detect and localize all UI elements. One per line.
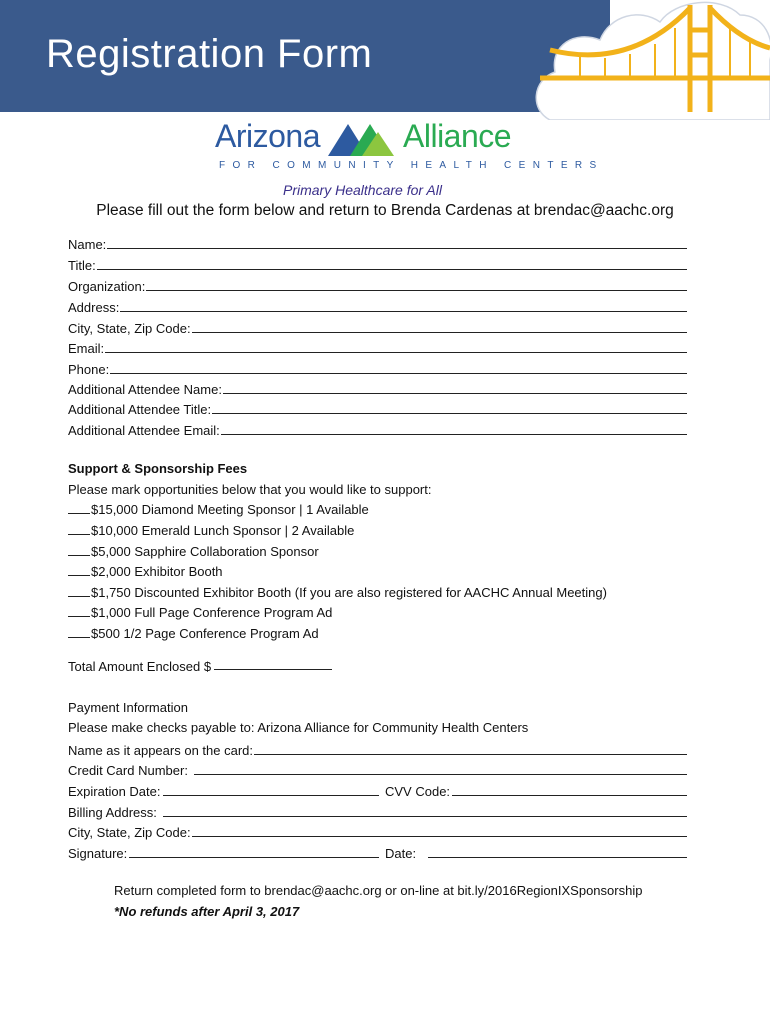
field-line (254, 753, 687, 755)
field-line (223, 392, 687, 394)
field-line (212, 412, 687, 414)
field-label: Name as it appears on the card: (68, 743, 253, 758)
total-amount-label: Total Amount Enclosed $ (68, 659, 212, 674)
field-line (120, 310, 687, 312)
field-label: Organization: (68, 279, 146, 294)
sponsorship-option[interactable] (68, 564, 223, 579)
additional-attendee-name-field[interactable] (68, 379, 687, 397)
payment-city-state-zip-field[interactable] (68, 822, 687, 840)
option-label: $2,000 Exhibitor Booth (91, 564, 223, 579)
sponsorship-instructions: Please mark opportunities below that you would like to support: (68, 482, 432, 497)
date-field[interactable] (385, 843, 687, 861)
intro-text: Please fill out the form below and return to Brenda Cardenas at brendac@aachc.org (96, 202, 674, 219)
option-label: $1,000 Full Page Conference Program Ad (91, 605, 333, 620)
additional-attendee-title-field[interactable] (68, 399, 687, 417)
checks-note: Please make checks payable to: Arizona Alliance for Community Health Centers (68, 720, 529, 735)
name-field[interactable] (68, 234, 687, 252)
field-label: Additional Attendee Name: (68, 382, 222, 397)
bridge-icon (540, 0, 770, 118)
option-label: $500 1/2 Page Conference Program Ad (91, 626, 319, 641)
option-label: $1,750 Discounted Exhibitor Booth (If you are also registered for AACHC Annual Meeting) (91, 585, 607, 600)
field-label: Title: (68, 258, 96, 273)
sponsorship-option[interactable] (68, 626, 319, 641)
total-amount-line[interactable] (214, 669, 332, 670)
field-line (163, 815, 687, 817)
field-label: Expiration Date: (68, 784, 161, 799)
field-line (110, 372, 687, 374)
name-on-card-field[interactable] (68, 740, 687, 758)
billing-address-field[interactable] (68, 802, 687, 820)
cvv-code-field[interactable] (385, 781, 687, 799)
field-line (129, 856, 379, 858)
signature-field[interactable] (68, 843, 379, 861)
checkbox-blank[interactable] (68, 534, 90, 535)
field-label: Email: (68, 341, 105, 356)
city-state-zip-field[interactable] (68, 318, 687, 336)
field-line (146, 289, 687, 291)
logo-name-alliance: Alliance (403, 118, 512, 154)
additional-attendee-email-field[interactable] (68, 420, 687, 438)
return-note: Return completed form to brendac@aachc.org or on-line at bit.ly/2016RegionIXSponsorship (114, 883, 643, 898)
field-line (452, 794, 687, 796)
phone-field[interactable] (68, 359, 687, 377)
title-field[interactable] (68, 255, 687, 273)
checkbox-blank[interactable] (68, 596, 90, 597)
field-label: Additional Attendee Email: (68, 423, 220, 438)
field-label: Address: (68, 300, 120, 315)
field-line (428, 856, 687, 858)
field-label: City, State, Zip Code: (68, 825, 191, 840)
field-label: Credit Card Number: (68, 763, 188, 778)
field-label: Additional Attendee Title: (68, 402, 212, 417)
checkbox-blank[interactable] (68, 513, 90, 514)
expiration-date-field[interactable] (68, 781, 379, 799)
field-line (107, 247, 687, 249)
sponsorship-option[interactable] (68, 502, 369, 517)
payment-heading: Payment Information (68, 700, 188, 715)
field-line (192, 835, 687, 837)
credit-card-number-field[interactable] (68, 760, 687, 778)
checkbox-blank[interactable] (68, 575, 90, 576)
option-label: $10,000 Emerald Lunch Sponsor | 2 Available (91, 523, 355, 538)
organization-logo (215, 118, 604, 203)
mountain-icon (328, 120, 406, 156)
header-banner (0, 0, 610, 112)
address-field[interactable] (68, 297, 687, 315)
field-line (192, 331, 687, 333)
field-label: Name: (68, 237, 107, 252)
field-line (163, 794, 380, 796)
field-label: City, State, Zip Code: (68, 321, 191, 336)
field-line (221, 433, 687, 435)
refund-note: *No refunds after April 3, 2017 (114, 904, 300, 919)
field-label: Date: (385, 846, 417, 861)
sponsorship-option[interactable] (68, 523, 354, 538)
total-amount-field[interactable] (68, 659, 332, 674)
logo-tagline: Primary Healthcare for All (283, 182, 442, 198)
option-label: $15,000 Diamond Meeting Sponsor | 1 Available (91, 502, 369, 517)
field-label: Phone: (68, 362, 110, 377)
field-label: Billing Address: (68, 805, 157, 820)
logo-name-arizona: Arizona (215, 118, 320, 154)
logo-subtitle: FOR COMMUNITY HEALTH CENTERS (219, 160, 604, 171)
sponsorship-option[interactable] (68, 605, 332, 620)
email-field[interactable] (68, 338, 687, 356)
checkbox-blank[interactable] (68, 616, 90, 617)
page-title: Registration Form (46, 32, 373, 76)
checkbox-blank[interactable] (68, 555, 90, 556)
sponsorship-option[interactable] (68, 585, 607, 600)
organization-field[interactable] (68, 276, 687, 294)
field-line (194, 773, 687, 775)
field-line (105, 351, 687, 353)
field-line (97, 268, 687, 270)
field-label: CVV Code: (385, 784, 451, 799)
sponsorship-option[interactable] (68, 544, 319, 559)
field-label: Signature: (68, 846, 128, 861)
sponsorship-heading: Support & Sponsorship Fees (68, 461, 248, 476)
option-label: $5,000 Sapphire Collaboration Sponsor (91, 544, 319, 559)
checkbox-blank[interactable] (68, 637, 90, 638)
